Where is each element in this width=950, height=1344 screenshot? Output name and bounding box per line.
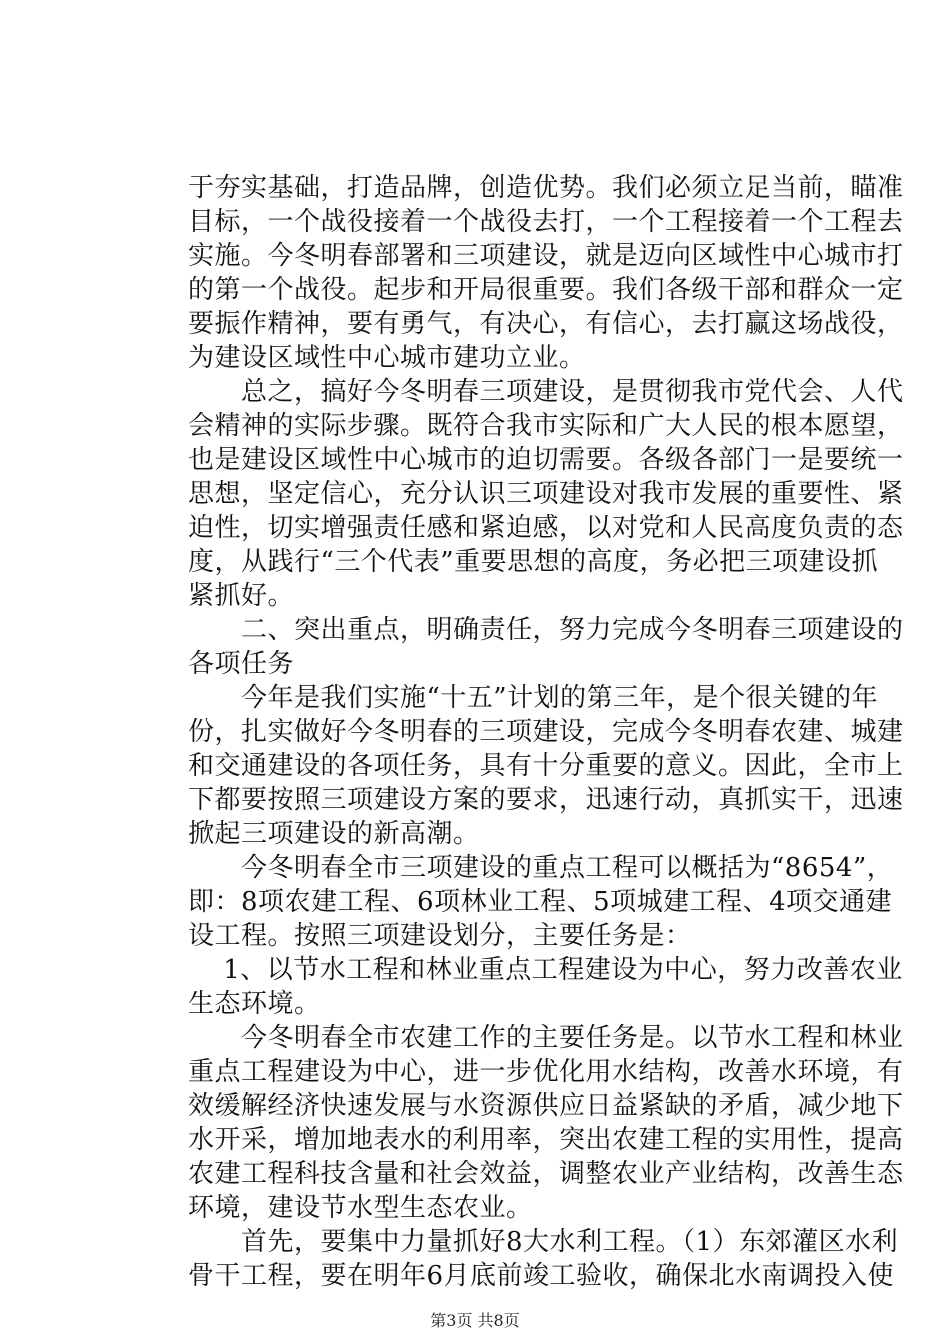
- text-line: 掀起三项建设的新高潮。: [188, 819, 480, 849]
- text-line: 设工程。按照三项建设划分，主要任务是：: [188, 921, 692, 951]
- text-line: 紧抓好。: [188, 581, 295, 611]
- section-heading-continued: 各项任务: [188, 649, 295, 679]
- text-line: 迫性，切实增强责任感和紧迫感，以对党和人民高度负责的态: [188, 513, 904, 543]
- text-line: 的第一个战役。起步和开局很重要。我们各级干部和群众一定: [188, 275, 904, 305]
- text-line: 度，从践行“三个代表”重要思想的高度，务必把三项建设抓: [188, 547, 879, 577]
- text-line: 今年是我们实施“十五”计划的第三年，是个很关键的年: [188, 683, 879, 713]
- text-line: 首先，要集中力量抓好8大水利工程。（1）东郊灌区水利: [188, 1227, 899, 1257]
- text-line: 和交通建设的各项任务，具有十分重要的意义。因此，全市上: [188, 751, 904, 781]
- text-line: 实施。今冬明春部署和三项建设，就是迈向区域性中心城市打: [188, 241, 904, 271]
- text-line: 于夯实基础，打造品牌，创造优势。我们必须立足当前，瞄准: [188, 173, 904, 203]
- text-line: 总之，搞好今冬明春三项建设，是贯彻我市党代会、人代: [188, 377, 904, 407]
- page-number-footer: 第3页 共8页: [430, 1311, 520, 1330]
- text-line: 效缓解经济快速发展与水资源供应日益紧缺的矛盾，减少地下: [188, 1091, 904, 1121]
- text-line: 份，扎实做好今冬明春的三项建设，完成今冬明春农建、城建: [188, 717, 904, 747]
- text-line: 今冬明春全市三项建设的重点工程可以概括为“8654”，: [188, 853, 894, 883]
- text-line: 今冬明春全市农建工作的主要任务是。以节水工程和林业: [188, 1023, 904, 1053]
- text-line: 农建工程科技含量和社会效益，调整农业产业结构，改善生态: [188, 1159, 904, 1189]
- text-line: 骨干工程，要在明年6月底前竣工验收，确保北水南调投入使: [188, 1261, 895, 1291]
- text-line: 重点工程建设为中心，进一步优化用水结构，改善水环境，有: [188, 1057, 904, 1087]
- text-line: 也是建设区域性中心城市的迫切需要。各级各部门一是要统一: [188, 445, 904, 475]
- text-line: 会精神的实际步骤。既符合我市实际和广大人民的根本愿望，: [188, 411, 904, 441]
- subsection-heading: 1、以节水工程和林业重点工程建设为中心，努力改善农业: [188, 955, 903, 985]
- text-line: 即：8项农建工程、6项林业工程、5项城建工程、4项交通建: [188, 887, 893, 917]
- text-line: 为建设区域性中心城市建功立业。: [188, 343, 586, 373]
- text-line: 下都要按照三项建设方案的要求，迅速行动，真抓实干，迅速: [188, 785, 904, 815]
- subsection-heading-continued: 生态环境。: [188, 989, 321, 1019]
- text-line: 水开采，增加地表水的利用率，突出农建工程的实用性，提高: [188, 1125, 904, 1155]
- text-line: 思想，坚定信心，充分认识三项建设对我市发展的重要性、紧: [188, 479, 904, 509]
- text-line: 环境，建设节水型生态农业。: [188, 1193, 533, 1223]
- text-line: 目标，一个战役接着一个战役去打，一个工程接着一个工程去: [188, 207, 904, 237]
- section-heading: 二、突出重点，明确责任，努力完成今冬明春三项建设的: [188, 615, 904, 645]
- text-line: 要振作精神，要有勇气，有决心，有信心，去打赢这场战役，: [188, 309, 904, 339]
